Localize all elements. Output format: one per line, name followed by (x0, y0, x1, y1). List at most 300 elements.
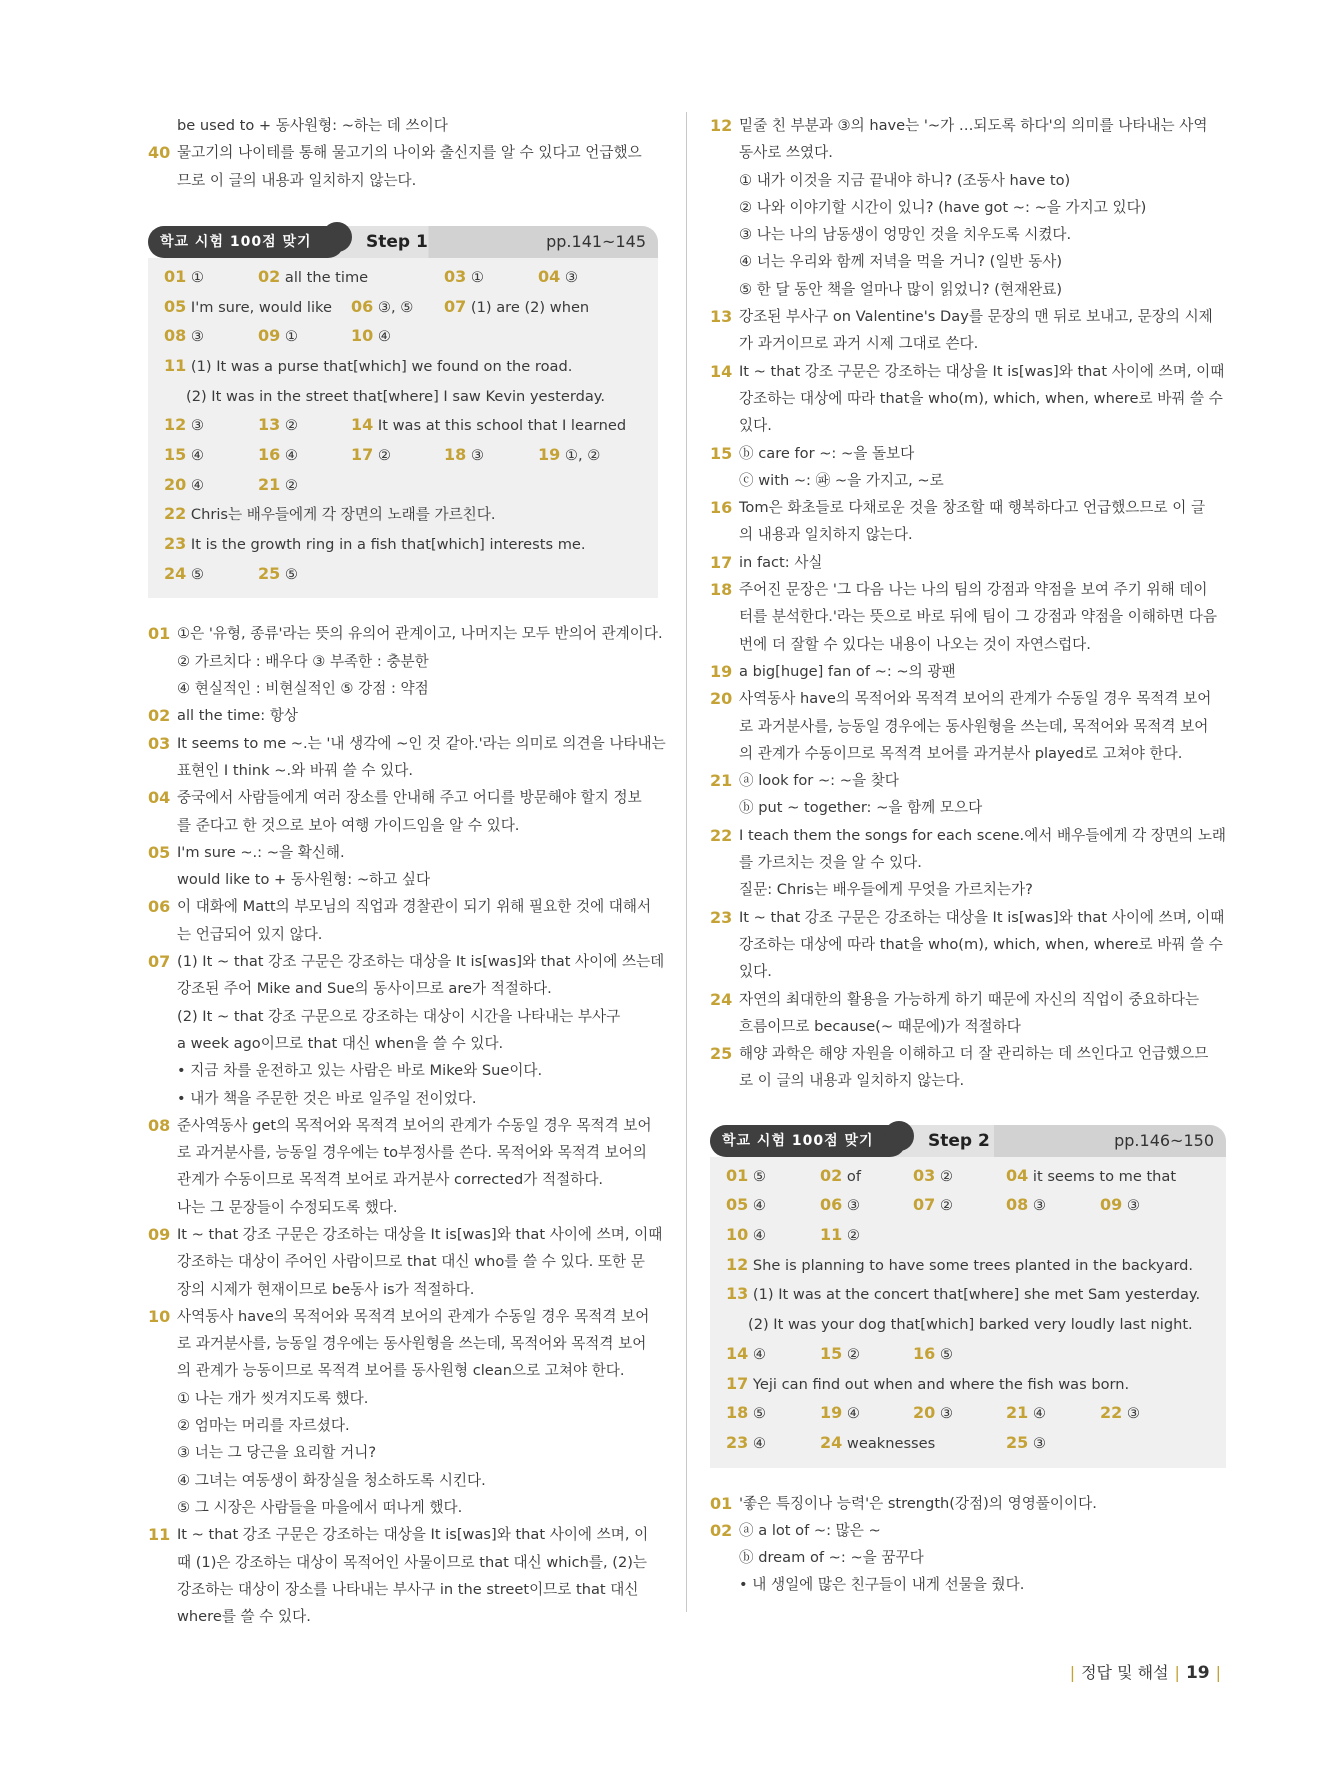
item-line: • 내 생일에 많은 친구들이 내게 선물을 줬다. (739, 1576, 1025, 1594)
item-text (739, 358, 1226, 440)
item-line: 자연의 최대한의 활용을 가능하게 하기 때문에 자신의 직업이 중요하다는 (739, 990, 1200, 1008)
item-line: in fact: 사실 (739, 553, 823, 571)
explanation-item (148, 730, 666, 785)
step2-box (710, 1125, 1226, 1468)
item-number: 11 (148, 1525, 171, 1545)
answer-number: 04 (1006, 1165, 1029, 1185)
answer-row (726, 1190, 1226, 1220)
answer-text: ⑤ (752, 1167, 766, 1185)
item-line: 로 과거분사를, 능동일 경우에는 동사원형을 쓰는데, 목적어와 목적격 보어 (739, 717, 1209, 735)
answer-cell (726, 1428, 766, 1459)
item-text (177, 1303, 658, 1521)
answer-row (164, 440, 658, 470)
answer-cell (538, 262, 578, 293)
answer-number: 08 (164, 326, 187, 346)
step2-badge-dot (884, 1121, 914, 1151)
column-divider (686, 112, 687, 1612)
explanation-item (148, 112, 658, 139)
item-text (739, 904, 1226, 986)
item-line: ② 가르치다 : 배우다 ③ 부족한 : 충분한 (177, 652, 429, 670)
answer-cell (748, 1309, 1193, 1340)
answer-number: 12 (726, 1254, 749, 1274)
page-number: 19 (1185, 1663, 1210, 1683)
item-line: be used to + 동사원형: ~하는 데 쓰이다 (177, 117, 448, 134)
answer-row (726, 1309, 1226, 1339)
answer-number: 23 (164, 534, 187, 554)
answer-number: 21 (258, 474, 281, 494)
item-number: 01 (710, 1493, 733, 1513)
answer-text: ② (846, 1345, 860, 1363)
answer-text: weaknesses (846, 1434, 936, 1452)
item-line: ⓐ look for ~: ~을 찾다 (739, 772, 899, 790)
item-text (177, 839, 658, 894)
item-line: 는 언급되어 있지 않다. (177, 925, 323, 943)
item-line: 강조하는 대상에 따라 that을 who(m), which, when, where로 바꿔 쓸 수 (739, 389, 1223, 407)
item-number: 21 (710, 771, 733, 791)
answer-number: 07 (913, 1195, 936, 1215)
answer-row (164, 351, 658, 381)
answer-text: ④ (190, 447, 204, 465)
answer-cell (913, 1161, 953, 1192)
answer-row (726, 1250, 1226, 1280)
explanation-item (148, 1221, 663, 1303)
item-line: 번에 더 잘할 수 있다는 내용이 나오는 것이 자연스럽다. (739, 635, 1091, 653)
explanation-item (148, 1303, 658, 1521)
answer-text: ③ (1032, 1434, 1046, 1452)
item-text (739, 658, 1226, 685)
item-text (177, 702, 658, 729)
item-line: 흐름이므로 because(~ 때문에)가 적절하다 (739, 1017, 1021, 1035)
footer-label: 정답 및 해설 (1081, 1663, 1169, 1682)
answer-text: ③ (846, 1197, 860, 1215)
answer-text: ② (939, 1197, 953, 1215)
answer-number: 05 (726, 1195, 749, 1215)
answer-number: 19 (538, 445, 561, 465)
answer-cell (726, 1339, 766, 1370)
item-line: a week ago이므로 that 대신 when을 쓸 수 있다. (177, 1034, 504, 1052)
answer-cell (726, 1161, 766, 1192)
answer-cell (164, 262, 204, 293)
answer-cell (913, 1339, 953, 1370)
answer-cell (1100, 1190, 1140, 1221)
item-number: 09 (148, 1224, 171, 1244)
item-line: where를 쓸 수 있다. (177, 1608, 311, 1626)
answer-row (164, 292, 658, 322)
left-column (148, 112, 666, 1630)
item-line: all the time: 항상 (177, 707, 299, 725)
answer-cell (538, 440, 600, 471)
answer-cell (164, 410, 204, 441)
answer-number: 16 (258, 445, 281, 465)
answer-cell (820, 1339, 860, 1370)
answer-cell (820, 1161, 861, 1192)
answer-number: 18 (444, 445, 467, 465)
item-line: I teach them the songs for each scene.에서 배우들에게 각 장면의 노래 (739, 826, 1227, 844)
answer-number: 16 (913, 1343, 936, 1363)
answer-number: 09 (258, 326, 281, 346)
answer-text: It was at this school that I learned (377, 417, 627, 435)
item-text (177, 139, 658, 194)
step1-pages: pp.141~145 (546, 231, 646, 251)
item-number: 03 (148, 733, 171, 753)
left-explanations (148, 620, 666, 1630)
answer-row (164, 499, 658, 529)
explanation-item (710, 440, 1226, 495)
answer-text: (1) are (2) when (470, 298, 590, 316)
answer-cell (164, 470, 204, 501)
answer-text: (2) It was in the street that[where] I saw Kevin yesterday. (186, 387, 605, 405)
item-line: 를 준다고 한 것으로 보아 여행 가이드임을 알 수 있다. (177, 816, 520, 834)
step2-answers (710, 1157, 1226, 1468)
answer-row (164, 381, 658, 411)
step1-header (148, 226, 658, 258)
answer-number: 02 (820, 1165, 843, 1185)
answer-number: 20 (164, 474, 187, 494)
answer-text: ③ (1126, 1197, 1140, 1215)
answer-row (164, 321, 658, 351)
answer-number: 13 (726, 1284, 749, 1304)
answer-text: I'm sure, would like (190, 298, 332, 316)
item-line: 의 관계가 능동이므로 목적격 보어를 동사원형 clean으로 고쳐야 한다. (177, 1362, 625, 1380)
answer-text: it seems to me that (1032, 1167, 1177, 1185)
item-line: Tom은 화초들로 다채로운 것을 창조할 때 행복하다고 언급했으므로 이 글 (739, 499, 1206, 517)
answer-number: 07 (444, 296, 467, 316)
answer-cell (164, 499, 496, 530)
answer-cell (164, 440, 204, 471)
answer-text: ② (284, 417, 298, 435)
answer-number: 11 (164, 355, 187, 375)
item-line: 터를 분석한다.'라는 뜻으로 바로 뒤에 팀이 그 강점과 약점을 이해하면 다음 (739, 608, 1217, 626)
item-line: ④ 너는 우리와 함께 저녁을 먹을 거니? (일반 동사) (739, 253, 1063, 271)
answer-text: It is the growth ring in a fish that[which] interests me. (190, 536, 586, 554)
answer-number: 15 (820, 1343, 843, 1363)
item-line: 의 관계가 수동이므로 목적격 보어를 과거분사 played로 고쳐야 한다. (739, 744, 1183, 762)
item-line: 강조하는 대상이 주어인 사람이므로 that 대신 who를 쓸 수 있다. 또한 문 (177, 1253, 645, 1271)
answer-row (164, 262, 658, 292)
item-text (177, 620, 663, 702)
answer-text: ⑤ (939, 1345, 953, 1363)
answer-cell (444, 292, 589, 323)
answer-cell (258, 470, 298, 501)
answer-number: 11 (820, 1225, 843, 1245)
item-number: 13 (710, 307, 733, 327)
item-line: 준사역동사 get의 목적어와 목적격 보어의 관계가 수동일 경우 목적격 보어 (177, 1116, 652, 1134)
item-line: ③ 나는 나의 남동생이 엉망인 것을 치우도록 시켰다. (739, 226, 1072, 244)
answer-cell (1006, 1428, 1046, 1459)
answer-text: (1) It was a purse that[which] we found on the road. (190, 357, 573, 375)
item-text (177, 784, 658, 839)
item-line: It ~ that 강조 구문은 강조하는 대상을 It is[was]와 that 사이에 쓰며, 이 (177, 1526, 649, 1544)
answer-text: ③, ⑤ (377, 298, 414, 316)
answer-text: ④ (752, 1345, 766, 1363)
left-intro (148, 112, 658, 194)
explanation-item (710, 658, 1226, 685)
explanation-item (710, 904, 1226, 986)
explanation-item (710, 494, 1226, 549)
item-line: ⑤ 한 달 동안 책을 얼마나 많이 읽었니? (현재완료) (739, 280, 1063, 298)
answer-cell (1006, 1190, 1046, 1221)
item-text (739, 986, 1226, 1041)
answer-cell (820, 1220, 860, 1251)
answer-number: 15 (164, 445, 187, 465)
answer-cell (444, 440, 484, 471)
item-line: 나는 그 문장들이 수정되도록 했다. (177, 1198, 398, 1216)
answer-number: 14 (351, 415, 374, 435)
answer-number: 19 (820, 1403, 843, 1423)
answer-number: 22 (164, 504, 187, 524)
item-number: 17 (710, 552, 733, 572)
answer-row (726, 1339, 1226, 1369)
answer-cell (820, 1190, 860, 1221)
item-line: 를 가르치는 것을 알 수 있다. (739, 854, 922, 872)
item-line: 중국에서 사람들에게 여러 장소를 안내해 주고 어디를 방문해야 할지 정보 (177, 789, 642, 807)
item-line: It ~ that 강조 구문은 강조하는 대상을 It is[was]와 that 사이에 쓰며, 이때 (739, 908, 1225, 926)
answer-cell (164, 529, 586, 560)
item-number: 25 (710, 1044, 733, 1064)
answer-number: 10 (351, 326, 374, 346)
item-line: It ~ that 강조 구문은 강조하는 대상을 It is[was]와 that 사이에 쓰며, 이때 (739, 362, 1225, 380)
item-line: 해양 과학은 해양 자원을 이해하고 더 잘 관리하는 데 쓰인다고 언급했으므 (739, 1045, 1209, 1063)
answer-cell (726, 1220, 766, 1251)
answer-cell (913, 1190, 953, 1221)
answer-number: 10 (726, 1225, 749, 1245)
answer-text: ② (939, 1167, 953, 1185)
answer-row (726, 1369, 1226, 1399)
item-line: '좋은 특징이나 능력'은 strength(강점)의 영영풀이이다. (739, 1494, 1097, 1512)
item-number: 14 (710, 361, 733, 381)
item-text (739, 1490, 1226, 1517)
answer-cell (1006, 1161, 1176, 1192)
answer-text: ⑤ (752, 1405, 766, 1423)
answer-text: ④ (752, 1227, 766, 1245)
answer-cell (351, 292, 413, 323)
footer-bar: | (1215, 1663, 1221, 1682)
answer-number: 23 (726, 1432, 749, 1452)
explanation-item (710, 822, 1226, 904)
item-number: 18 (710, 580, 733, 600)
item-line: I'm sure ~.: ~을 확신해. (177, 843, 345, 861)
item-text (739, 112, 1226, 303)
answer-cell (164, 559, 204, 590)
answer-number: 14 (726, 1343, 749, 1363)
answer-row (726, 1279, 1226, 1309)
answer-number: 06 (351, 296, 374, 316)
item-text (739, 685, 1226, 767)
answer-cell (726, 1369, 1129, 1400)
item-number: 24 (710, 989, 733, 1009)
item-text (177, 730, 666, 785)
answer-text: ① (470, 268, 484, 286)
answer-number: 24 (164, 563, 187, 583)
answer-cell (726, 1279, 1200, 1310)
item-line: 강조된 주어 Mike and Sue의 동사이므로 are가 적절하다. (177, 980, 552, 998)
answer-text: (2) It was your dog that[which] barked very loudly last night. (748, 1316, 1193, 1334)
item-line: 물고기의 나이테를 통해 물고기의 나이와 출신지를 알 수 있다고 언급했으 (177, 144, 642, 162)
explanation-item (148, 139, 658, 194)
answer-number: 17 (351, 445, 374, 465)
item-line: a big[huge] fan of ~: ~의 광팬 (739, 662, 956, 680)
item-line: 사역동사 have의 목적어와 목적격 보어의 관계가 수동일 경우 목적격 보어 (739, 690, 1212, 708)
answer-number: 21 (1006, 1403, 1029, 1423)
answer-cell (726, 1398, 766, 1429)
answer-number: 09 (1100, 1195, 1123, 1215)
answer-text: all the time (284, 268, 369, 286)
answer-text: ③ (1032, 1197, 1046, 1215)
answer-text: ② (846, 1227, 860, 1245)
item-line: 가 과거이므로 과거 시제 그대로 쓴다. (739, 335, 979, 353)
item-number: 10 (148, 1306, 171, 1326)
item-line: ⓑ dream of ~: ~을 꿈꾸다 (739, 1549, 924, 1567)
item-number: 23 (710, 907, 733, 927)
step1-answers (148, 258, 658, 599)
answer-row (726, 1398, 1226, 1428)
item-line: • 지금 차를 운전하고 있는 사람은 바로 Mike와 Sue이다. (177, 1062, 543, 1080)
explanation-item (710, 986, 1226, 1041)
answer-text: ④ (752, 1434, 766, 1452)
item-line: 강조하는 대상이 장소를 나타내는 부사구 in the street이므로 that 대신 (177, 1580, 639, 1598)
explanation-item (148, 1521, 658, 1630)
answer-number: 04 (538, 266, 561, 286)
answer-number: 22 (1100, 1403, 1123, 1423)
item-text (177, 893, 658, 948)
answer-number: 01 (164, 266, 187, 286)
answer-text: Chris는 배우들에게 각 장면의 노래를 가르친다. (190, 506, 496, 524)
step1-badge: 학교 시험 100점 맞기 (148, 226, 344, 258)
answer-cell (1006, 1398, 1046, 1429)
answer-cell (164, 292, 332, 323)
right-explanations-2 (710, 1490, 1226, 1599)
item-text (177, 112, 658, 139)
item-line: ④ 그녀는 여동생이 화장실을 청소하도록 시킨다. (177, 1471, 486, 1489)
explanation-item (710, 1490, 1226, 1517)
step1-title: Step 1 (366, 231, 428, 252)
answer-text: ① (190, 268, 204, 286)
answer-number: 13 (258, 415, 281, 435)
item-number: 05 (148, 842, 171, 862)
answer-cell (726, 1250, 1193, 1281)
answer-cell (258, 262, 368, 293)
item-line: 의 내용과 일치하지 않는다. (739, 526, 913, 544)
answer-text: ④ (752, 1197, 766, 1215)
item-line: would like to + 동사원형: ~하고 싶다 (177, 871, 431, 889)
answer-number: 03 (444, 266, 467, 286)
item-text (177, 948, 664, 1112)
item-text (739, 822, 1226, 904)
item-text (739, 1517, 1226, 1599)
right-explanations (710, 112, 1226, 1095)
answer-text: ④ (1032, 1405, 1046, 1423)
answer-text: ④ (190, 476, 204, 494)
item-line: 동사로 쓰였다. (739, 144, 833, 162)
item-line: 있다. (739, 963, 772, 981)
answer-cell (913, 1398, 953, 1429)
item-number: 20 (710, 689, 733, 709)
item-text (739, 494, 1226, 549)
item-line: 표현인 I think ~.와 바꿔 쓸 수 있다. (177, 761, 413, 779)
answer-text: ③ (564, 268, 578, 286)
answer-cell (258, 559, 298, 590)
item-line: 주어진 문장은 '그 다음 나는 나의 팀의 강점과 약점을 보여 주기 위해 데이 (739, 581, 1208, 599)
item-number: 19 (710, 661, 733, 681)
item-line: (2) It ~ that 강조 구문으로 강조하는 대상이 시간을 나타내는 부사구 (177, 1007, 621, 1025)
item-text (177, 1521, 658, 1630)
answer-text: (1) It was at the concert that[where] she met Sam yesterday. (752, 1286, 1201, 1304)
item-number: 04 (148, 788, 171, 808)
item-line: ①은 '유형, 종류'라는 뜻의 유의어 관계이고, 나머지는 모두 반의어 관계이다. (177, 625, 663, 643)
explanation-item (148, 620, 663, 702)
explanation-item (710, 1517, 1226, 1599)
answer-number: 05 (164, 296, 187, 316)
item-line: • 내가 책을 주문한 것은 바로 일주일 전이었다. (177, 1089, 477, 1107)
step2-badge: 학교 시험 100점 맞기 (710, 1125, 906, 1157)
explanation-item (148, 784, 658, 839)
item-number: 01 (148, 624, 171, 644)
item-line: ⓑ put ~ together: ~을 함께 모으다 (739, 799, 983, 817)
step2-header (710, 1125, 1226, 1157)
item-line: ③ 너는 그 당근을 요리할 거니? (177, 1444, 377, 1462)
answer-cell (351, 321, 391, 352)
answer-cell (820, 1428, 935, 1459)
right-column (710, 112, 1226, 1599)
item-number: 08 (148, 1115, 171, 1135)
answer-number: 02 (258, 266, 281, 286)
item-line: ⓑ care for ~: ~을 돌보다 (739, 444, 915, 462)
answer-row (164, 470, 658, 500)
item-line: 질문: Chris는 배우들에게 무엇을 가르치는가? (739, 881, 1033, 899)
answer-text: ③ (190, 328, 204, 346)
item-line: 있다. (739, 417, 772, 435)
answer-text: ④ (284, 447, 298, 465)
answer-cell (164, 351, 572, 382)
answer-row (726, 1161, 1226, 1191)
explanation-item (710, 112, 1226, 303)
answer-cell (726, 1190, 766, 1221)
answer-cell (258, 410, 298, 441)
answer-number: 01 (726, 1165, 749, 1185)
explanation-item (710, 576, 1226, 658)
answer-text: ⑤ (190, 565, 204, 583)
item-line: 므로 이 글의 내용과 일치하지 않는다. (177, 171, 417, 189)
answer-number: 03 (913, 1165, 936, 1185)
explanation-item (710, 685, 1226, 767)
answer-number: 25 (258, 563, 281, 583)
answer-text: ①, ② (564, 447, 601, 465)
item-number: 15 (710, 443, 733, 463)
item-number: 22 (710, 825, 733, 845)
answer-number: 08 (1006, 1195, 1029, 1215)
answer-row (164, 559, 658, 589)
answer-number: 24 (820, 1432, 843, 1452)
answer-cell (164, 321, 204, 352)
item-number: 02 (710, 1520, 733, 1540)
answer-text: ② (377, 447, 391, 465)
item-line: ① 내가 이것을 지금 끝내야 하니? (조동사 have to) (739, 171, 1071, 189)
item-number: 40 (148, 143, 171, 163)
explanation-item (148, 893, 658, 948)
item-line: 로 과거분사를, 능동일 경우에는 동사원형을 쓰는데, 목적어와 목적격 보어 (177, 1335, 647, 1353)
answer-cell (258, 321, 298, 352)
item-line: (1) It ~ that 강조 구문은 강조하는 대상을 It is[was]와 that 사이에 쓰는데 (177, 953, 665, 971)
answer-number: 20 (913, 1403, 936, 1423)
item-line: 이 대화에 Matt의 부모님의 직업과 경찰관이 되기 위해 필요한 것에 대해서 (177, 898, 652, 916)
step1-box (148, 226, 658, 599)
item-text (739, 1040, 1226, 1095)
item-line: 관계가 수동이므로 목적격 보어로 과거분사 corrected가 적절하다. (177, 1171, 604, 1189)
item-line: ⓐ a lot of ~: 많은 ~ (739, 1521, 881, 1539)
answer-cell (820, 1398, 860, 1429)
item-line: 밑줄 친 부분과 ③의 have는 '~가 …되도록 하다'의 의미를 나타내는 사역 (739, 117, 1208, 134)
answer-cell (444, 262, 484, 293)
